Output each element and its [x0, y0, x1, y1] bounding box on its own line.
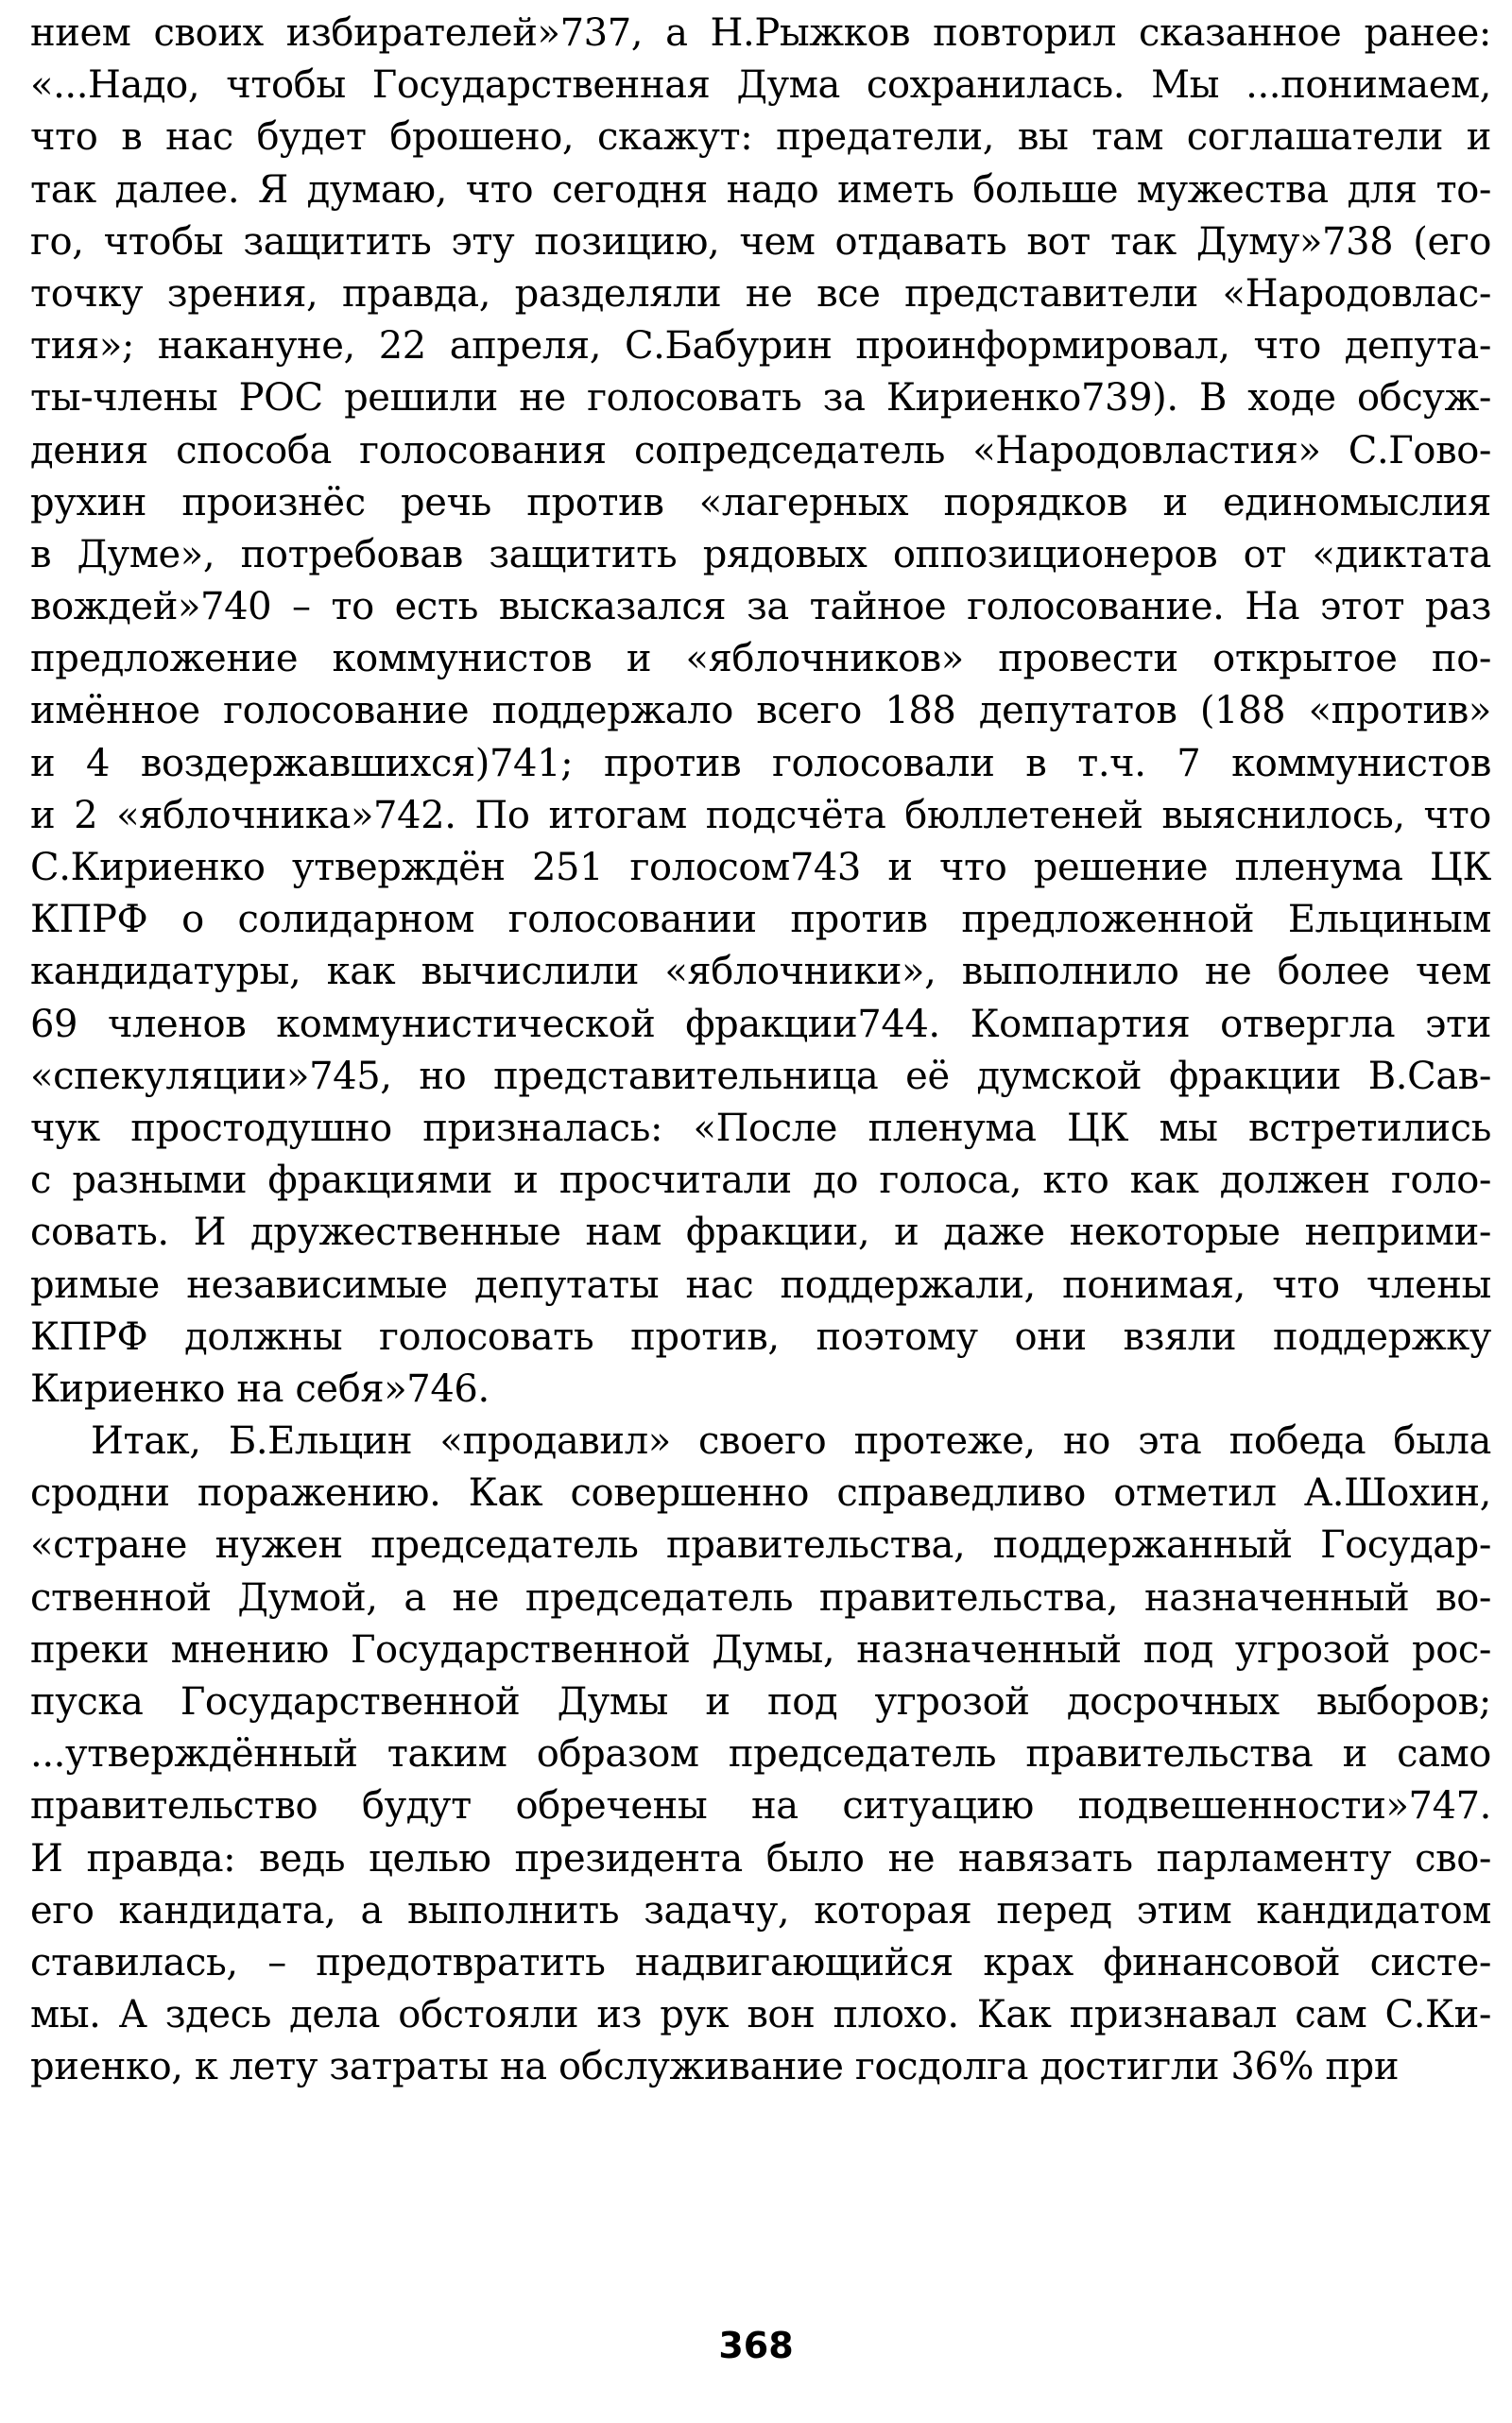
text-line: сродни поражению. Как совершенно справедливо отметил А.Шохин, — [30, 1471, 1491, 1516]
text-line: так далее. Я думаю, что сегодня надо иметь больше мужества для то- — [30, 167, 1491, 212]
text-line: ...утверждённый таким образом председатель правительства и само — [30, 1732, 1491, 1777]
text-line: ставилась, – предотвратить надвигающийся крах финансовой систе- — [30, 1940, 1491, 1985]
text-line: «спекуляции»745, но представительница её думской фракции В.Сав- — [30, 1054, 1491, 1098]
text-line: тия»; накануне, 22 апреля, С.Бабурин проинформировал, что депута- — [30, 324, 1491, 369]
text-line: С.Кириенко утверждён 251 голосом743 и что решение пленума ЦК — [30, 846, 1491, 889]
text-line: кандидатуры, как вычислили «яблочники», выполнило не более чем — [30, 950, 1491, 994]
paragraph — [30, 1416, 1491, 2093]
text-line: ты-члены РОС решили не голосовать за Кириенко739). В ходе обсуж- — [30, 376, 1491, 421]
text-line: КПРФ о солидарном голосовании против предложенной Ельциным — [30, 898, 1491, 942]
text-line: Кириенко на себя»746. — [30, 1366, 490, 1411]
text-line: правительство будут обречены на ситуацию подвешенности»747. — [30, 1784, 1491, 1829]
text-line: мы. А здесь дела обстояли из рук вон плохо. Как признавал сам С.Ки- — [30, 1993, 1491, 2037]
text-line: предложение коммунистов и «яблочников» провести открытое по- — [30, 637, 1491, 681]
text-line: КПРФ должны голосовать против, поэтому они взяли поддержку — [30, 1315, 1491, 1359]
text-line: точку зрения, правда, разделяли не все представители «Народовлас- — [30, 271, 1491, 316]
text-line: ственной Думой, а не председатель правительства, назначенный во- — [30, 1575, 1491, 1620]
text-line: го, чтобы защитить эту позицию, чем отдавать вот так Думу»738 (его — [30, 219, 1491, 264]
text-line: И правда: ведь целью президента было не навязать парламенту сво- — [30, 1836, 1491, 1881]
text-line: Итак, Б.Ельцин «продавил» своего протеже, но эта победа была — [91, 1419, 1491, 1464]
text-line: его кандидата, а выполнить задачу, которая перед этим кандидатом — [30, 1888, 1491, 1933]
text-line: рухин произнёс речь против «лагерных порядков и единомыслия — [30, 480, 1491, 524]
text-line: и 2 «яблочника»742. По итогам подсчёта бюллетеней выяснилось, что — [30, 793, 1491, 837]
text-line: и 4 воздержавшихся)741; против голосовали в т.ч. 7 коммунистов — [30, 741, 1491, 785]
text-line: в Думе», потребовав защитить рядовых оппозиционеров от «диктата — [30, 532, 1491, 576]
text-line: «стране нужен председатель правительства, поддержанный Государ- — [30, 1523, 1491, 1568]
body-text — [30, 8, 1491, 2094]
text-line: пуска Государственной Думы и под угрозой досрочных выборов; — [30, 1680, 1491, 1724]
text-line: чук простодушно призналась: «После пленума ЦК мы встретились — [30, 1106, 1491, 1150]
paragraph — [30, 8, 1491, 1416]
text-line: риенко, к лету затраты на обслуживание госдолга достигли 36% при — [30, 2045, 1400, 2089]
text-line: имённое голосование поддержало всего 188 депутатов (188 «против» — [30, 689, 1491, 733]
text-line: преки мнению Государственной Думы, назначенный под угрозой рос- — [30, 1627, 1491, 1672]
text-line: 69 членов коммунистической фракции744. Компартия отвергла эти — [30, 1002, 1491, 1046]
text-line: дения способа голосования сопредседатель «Народовластия» С.Гово- — [30, 428, 1491, 473]
text-line: вождей»740 – то есть высказался за тайное голосование. На этот раз — [30, 585, 1491, 629]
text-line: нием своих избирателей»737, а Н.Рыжков повторил сказанное ранее: — [30, 11, 1491, 55]
text-line: совать. И дружественные нам фракции, и даже некоторые неприми- — [30, 1211, 1491, 1255]
text-line: с разными фракциями и просчитали до голоса, кто как должен голо- — [30, 1159, 1491, 1203]
page-number: 368 — [718, 2325, 794, 2366]
text-line: «...Надо, чтобы Государственная Дума сохранилась. Мы ...понимаем, — [30, 63, 1491, 108]
text-line: что в нас будет брошено, скажут: предатели, вы там соглашатели и — [30, 115, 1491, 160]
text-line: римые независимые депутаты нас поддержали, понимая, что члены — [30, 1263, 1491, 1307]
